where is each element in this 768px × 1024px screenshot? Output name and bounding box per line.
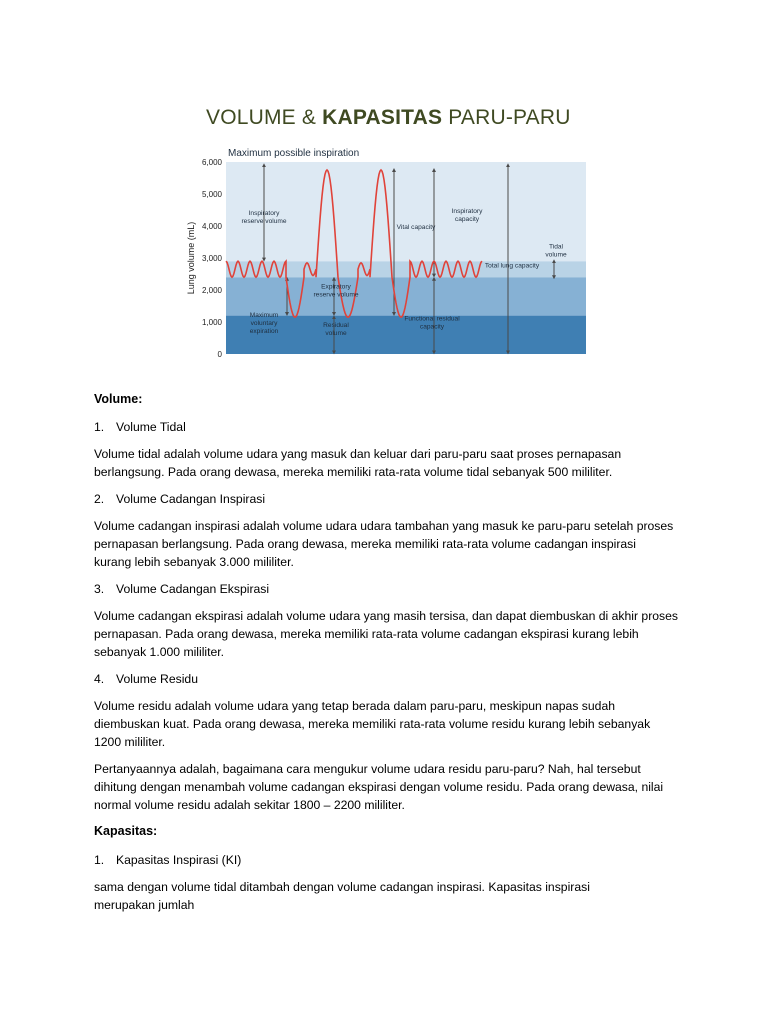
y-tick-label: 4,000 bbox=[201, 222, 222, 231]
label-max-voluntary: Maximum voluntary expiration bbox=[249, 312, 279, 336]
item3-heading bbox=[94, 580, 684, 598]
y-tick-label: 6,000 bbox=[201, 158, 222, 167]
y-tick-label: 1,000 bbox=[201, 318, 222, 327]
y-tick-label: 2,000 bbox=[201, 286, 222, 295]
kapasitas-section bbox=[94, 822, 684, 840]
band-expiratory-reserve bbox=[226, 277, 586, 315]
kapasitas-heading: Kapasitas: bbox=[94, 824, 158, 838]
item3-title: Volume Cadangan Ekspirasi bbox=[116, 582, 270, 596]
y-tick-label: 5,000 bbox=[201, 190, 222, 199]
item2-text: Volume cadangan inspirasi adalah volume udara udara tambahan yang masuk ke paru-paru setelah proses pernapasan berlangsung. Pada orang dewasa, mereka memiliki rata-rata volume cadangan inspirasi kurang lebih sebanyak 3.000 mililiter. bbox=[94, 519, 674, 569]
item3-text: Volume cadangan ekspirasi adalah volume udara yang masih tersisa, dan dapat diembuskan di akhir proses pernapasan. Pada orang dewasa, mereka memiliki rata-rata volume cadangan ekspirasi kurang lebih sebanyak 1.000 mililiter. bbox=[94, 609, 678, 659]
y-tick-label: 3,000 bbox=[201, 254, 222, 263]
figure-title bbox=[206, 106, 586, 130]
question-text: Pertanyaannya adalah, bagaimana cara mengukur volume udara residu paru-paru? Nah, hal tersebut dihitung dengan menambah volume cadangan ekspirasi dengan volume residu. Pada orang dewasa, nilai normal volume residu adalah sekitar 1800 – 2200 mililiter. bbox=[94, 762, 664, 812]
band-inspiratory-reserve bbox=[226, 162, 586, 261]
item1-number: 1. bbox=[94, 420, 105, 434]
figure-title-part2: KAPASITAS bbox=[322, 106, 443, 129]
cap1-paragraph bbox=[94, 878, 654, 914]
label-tidal-volume: Tidal volume bbox=[545, 243, 567, 259]
item1-title: Volume Tidal bbox=[116, 420, 186, 434]
label-expiratory-reserve: Expiratory reserve volume bbox=[313, 283, 359, 299]
volume-section bbox=[94, 390, 684, 408]
label-frc: Functional residual capacity bbox=[404, 315, 460, 331]
item3-paragraph bbox=[94, 607, 679, 661]
figure-title-part1: VOLUME & bbox=[206, 106, 323, 129]
item1-paragraph bbox=[94, 445, 674, 481]
label-total-lung-capacity: Total lung capacity bbox=[484, 262, 540, 270]
item2-number: 2. bbox=[94, 492, 105, 506]
label-vital-capacity: Vital capacity bbox=[396, 224, 436, 232]
question-paragraph bbox=[94, 760, 679, 814]
cap1-text: sama dengan volume tidal ditambah dengan volume cadangan inspirasi. Kapasitas inspirasi merupakan jumlah bbox=[94, 880, 590, 912]
label-residual-volume: Residual volume bbox=[323, 321, 349, 337]
y-tick-label: 0 bbox=[217, 350, 222, 359]
item2-title: Volume Cadangan Inspirasi bbox=[116, 492, 266, 506]
volume-heading: Volume: bbox=[94, 392, 143, 406]
item2-paragraph bbox=[94, 517, 674, 571]
cap1-number: 1. bbox=[94, 853, 105, 867]
item4-paragraph bbox=[94, 697, 669, 751]
cap1-title: Kapasitas Inspirasi (KI) bbox=[116, 853, 242, 867]
y-axis-label: Lung volume (mL) bbox=[186, 221, 196, 295]
cap1-heading bbox=[94, 851, 684, 869]
item3-number: 3. bbox=[94, 582, 105, 596]
label-inspiratory-reserve: Inspiratory reserve volume bbox=[241, 209, 287, 225]
item4-title: Volume Residu bbox=[116, 672, 198, 686]
item2-heading bbox=[94, 490, 684, 508]
item4-heading bbox=[94, 670, 684, 688]
figure-title-part3: PARU-PARU bbox=[442, 106, 571, 129]
lung-volume-figure bbox=[182, 100, 590, 362]
label-inspiratory-capacity: Inspiratory capacity bbox=[451, 208, 483, 224]
item4-text: Volume residu adalah volume udara yang tetap berada dalam paru-paru, meskipun napas sudah diembuskan kuat. Pada orang dewasa, mereka memiliki rata-rata volume residu kurang lebih sebanyak 1200 mililiter. bbox=[94, 699, 651, 749]
lung-volume-chart bbox=[182, 140, 590, 360]
item4-number: 4. bbox=[94, 672, 105, 686]
item1-heading bbox=[94, 418, 684, 436]
item1-text: Volume tidal adalah volume udara yang masuk dan keluar dari paru-paru saat proses pernapasan berlangsung. Pada orang dewasa, mereka memiliki rata-rata volume tidal sebanyak 500 mililiter. bbox=[94, 447, 622, 479]
chart-title: Maximum possible inspiration bbox=[228, 148, 360, 159]
